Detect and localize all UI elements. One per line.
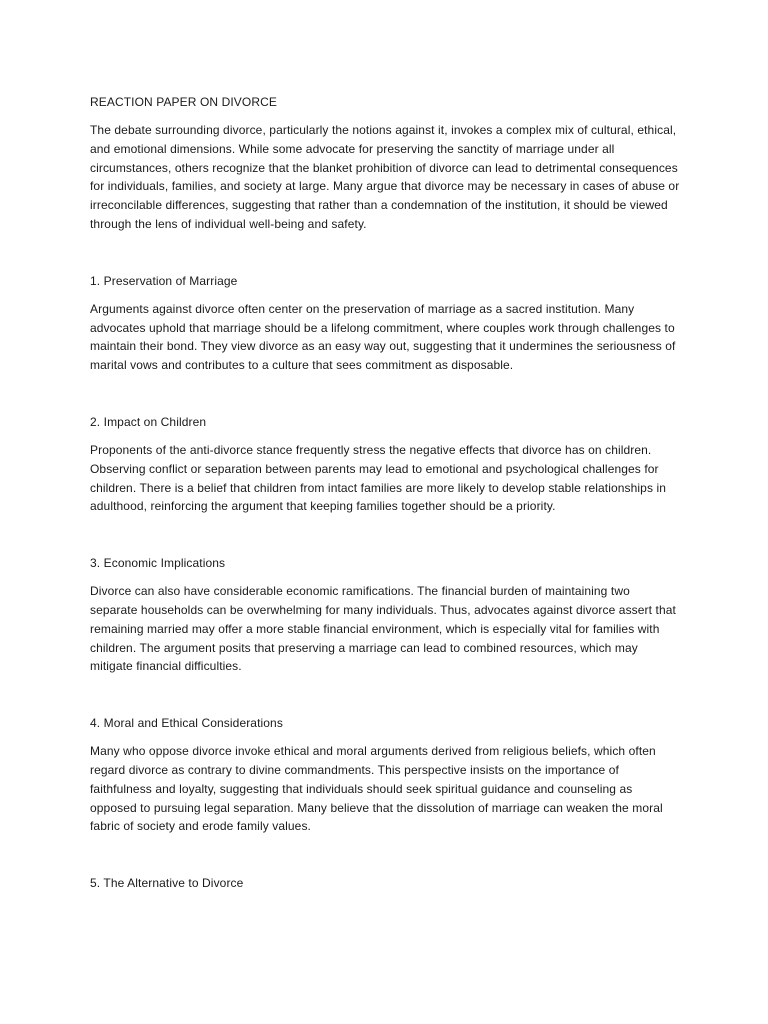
- section-paragraph: Arguments against divorce often center on the preservation of marriage as a sacred institution. Many advocates uphold that marriage should be a lifelong commitment, where couples work through challenges to maintain their bond. They view divorce as an easy way out, suggesting that it undermines the seriousness of marital vows and contributes to a culture that sees commitment as disposable.: [90, 301, 676, 373]
- intro-paragraph: The debate surrounding divorce, particularly the notions against it, invokes a complex mix of cultural, ethical, and emotional dimensions. While some advocate for preserving the sanctity of marriage under all circumstances, others recognize that the blanket prohibition of divorce can lead to detrimental consequences for individuals, families, and society at large. Many argue that divorce may be necessary in cases of abuse or irreconcilable differences, suggesting that rather than a condemnation of the institution, it should be viewed through the lens of individual well-being and safety.: [90, 123, 680, 231]
- section-heading: 5. The Alternative to Divorce: [90, 876, 244, 891]
- document-page: [90, 93, 680, 902]
- section-moral-ethical-considerations: [90, 714, 680, 836]
- section-paragraph: Many who oppose divorce invoke ethical and moral arguments derived from religious beliefs, which often regard divorce as contrary to divine commandments. This perspective insists on the importance of faithfulness and loyalty, suggesting that individuals should seek spiritual guidance and counseling as opposed to pursuing legal separation. Many believe that the dissolution of marriage can weaken the moral fabric of society and erode family values.: [90, 744, 663, 834]
- section-alternative-to-divorce: [90, 874, 680, 892]
- section-heading: 1. Preservation of Marriage: [90, 273, 238, 288]
- section-preservation-of-marriage: [90, 272, 680, 375]
- section-heading: 4. Moral and Ethical Considerations: [90, 716, 283, 731]
- section-paragraph: Divorce can also have considerable economic ramifications. The financial burden of maintaining two separate households can be overwhelming for many individuals. Thus, advocates against divorce assert that remaining married may offer a more stable financial environment, which is especially vital for families with children. The argument posits that preserving a marriage can lead to combined resources, which may mitigate financial difficulties.: [90, 584, 676, 674]
- document-title: REACTION PAPER ON DIVORCE: [90, 95, 277, 109]
- section-economic-implications: [90, 554, 680, 676]
- section-heading: 3. Economic Implications: [90, 556, 226, 571]
- section-impact-on-children: [90, 413, 680, 516]
- section-paragraph: Proponents of the anti-divorce stance frequently stress the negative effects that divorce has on children. Observing conflict or separation between parents may lead to emotional and psychological challenges for children. There is a belief that children from intact families are more likely to develop stable relationships in adulthood, reinforcing the argument that keeping families together should be a priority.: [90, 442, 667, 514]
- section-heading: 2. Impact on Children: [90, 414, 207, 429]
